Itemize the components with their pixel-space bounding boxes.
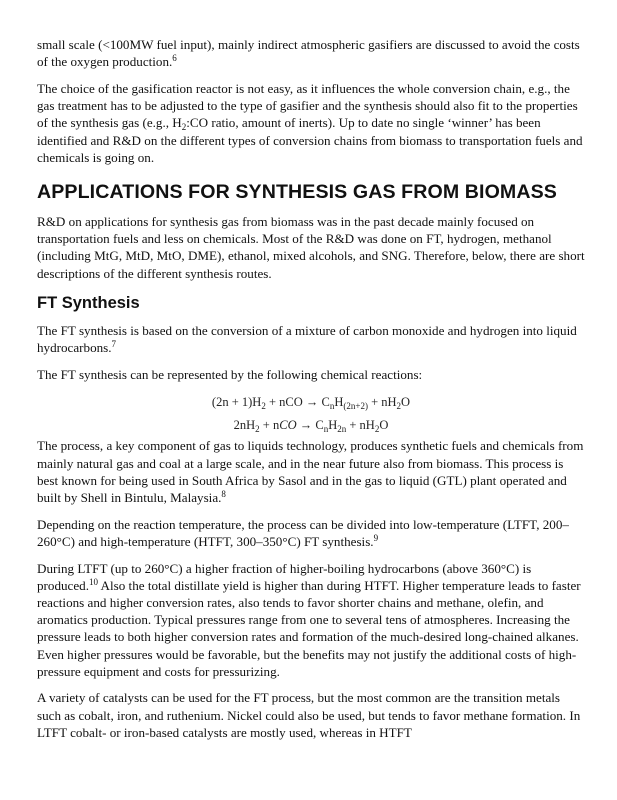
document-page — [37, 36, 585, 751]
eq-part: H — [334, 395, 344, 410]
paragraph-ltft — [37, 560, 585, 680]
paragraph-reactor-choice — [37, 80, 585, 166]
eq-sub: n — [329, 401, 335, 412]
section-heading-applications: APPLICATIONS FOR SYNTHESIS GAS FROM BIOMASS — [37, 180, 557, 203]
paragraph-text: small scale (<100MW fuel input), mainly indirect atmospheric gasifiers are discussed to avoid the costs of the oxygen production. — [37, 37, 580, 70]
footnote-ref-9[interactable]: 9 — [373, 532, 379, 543]
eq-part: + nH — [367, 395, 397, 410]
paragraph-text: The FT synthesis is based on the conversion of a mixture of carbon monoxide and hydrogen into liquid hydrocarbons. — [37, 322, 577, 355]
paragraph-temperature-division — [37, 516, 585, 550]
equation-1 — [37, 392, 585, 413]
footnote-ref-10[interactable]: 10 — [89, 576, 98, 587]
subsection-heading-ft-synthesis: FT Synthesis — [37, 293, 140, 312]
paragraph-text: The process, a key component of gas to liquids technology, produces synthetic fuels and chemicals from mainly natural gas and coal at a large scale, and in the near future also from biomass. This process is best known for being used in South Africa by Sasol and in the gas to liquid (GTL) plant operated and built by Shell in Bintulu, Malaysia. — [37, 438, 584, 505]
paragraph-gasifiers — [37, 36, 585, 70]
paragraph-text: During LTFT (up to 260°C) a higher fraction of higher-boiling hydrocarbons (above 360°C) is produced. — [37, 560, 532, 593]
eq-sub: 2 — [374, 424, 380, 435]
eq-part: → C — [296, 418, 324, 433]
paragraph-ft-reactions-intro: The FT synthesis can be represented by the following chemical reactions: — [37, 366, 423, 382]
eq-part: + nH — [346, 418, 375, 433]
eq-sub: (2n+2) — [343, 401, 368, 412]
eq-part: (2n + 1)H — [211, 395, 262, 410]
eq-part: CO — [279, 418, 297, 433]
eq-sub: 2n — [337, 424, 347, 435]
paragraph-rd-applications: R&D on applications for synthesis gas from biomass was in the past decade mainly focused on transportation fuels and less on chemicals. Most of the R&D was done on FT, hydrogen, methanol (including MtG, MtD, MtO, DME), ethanol, mixed alcohols, and SNG. Therefore, below, there are short descriptions of the different synthesis routes. — [37, 213, 585, 281]
paragraph-catalysts: A variety of catalysts can be used for the FT process, but the most common are the transition metals such as cobalt, iron, and ruthenium. Nickel could also be used, but tends to favor methane formation. In LTFT cobalt- or iron-based catalysts are mostly used, whereas in HTFT — [37, 690, 581, 740]
eq-part: + nCO → C — [265, 395, 330, 410]
paragraph-text: :CO ratio, amount of inerts). Up to date no single ‘winner’ has been identified and R&D on the different types of conversion chains from biomass to transportation fuels and chemicals is going on. — [37, 115, 583, 165]
eq-sub: 2 — [255, 424, 260, 435]
footnote-ref-6[interactable]: 6 — [172, 53, 177, 64]
eq-part: 2nH — [233, 418, 256, 433]
paragraph-ft-intro — [37, 322, 585, 356]
equation-2 — [37, 415, 585, 436]
footnote-ref-7[interactable]: 7 — [111, 338, 117, 349]
subscript: 2 — [181, 122, 187, 133]
eq-part: + n — [259, 418, 280, 433]
eq-part: O — [401, 395, 411, 410]
eq-sub: 2 — [396, 401, 402, 412]
eq-sub: 2 — [261, 401, 266, 412]
eq-sub: n — [323, 424, 329, 435]
paragraph-gtl-process — [37, 437, 585, 506]
paragraph-text: Depending on the reaction temperature, the process can be divided into low-temperature (LTFT, 200–260°C) and high-temperature (HTFT, 300–350°C) FT synthesis. — [37, 516, 569, 549]
footnote-ref-8[interactable]: 8 — [221, 488, 226, 499]
eq-part: O — [379, 418, 389, 433]
paragraph-text: Also the total distillate yield is higher than during HTFT. Higher temperature leads to faster reactions and higher conversion rates, also tends to favor shorter chains and methane, olefin, and aromatics production. Typical pressures range from one to several tens of atmospheres. Increasing the pressure leads to both higher conversion rates and formation of the much-desired long-chained alkanes. Even higher pressures would be favorable, but the benefits may not justify the additional costs of high-pressure equipment and costs for pressurizing. — [37, 577, 581, 679]
paragraph-text: The choice of the gasification reactor is not easy, as it influences the whole conversion chain, e.g., the gas treatment has to be adjusted to the type of gasifier and the synthesis should also fit to the properties of the synthesis gas (e.g., H — [37, 80, 578, 131]
eq-part: H — [328, 418, 338, 433]
